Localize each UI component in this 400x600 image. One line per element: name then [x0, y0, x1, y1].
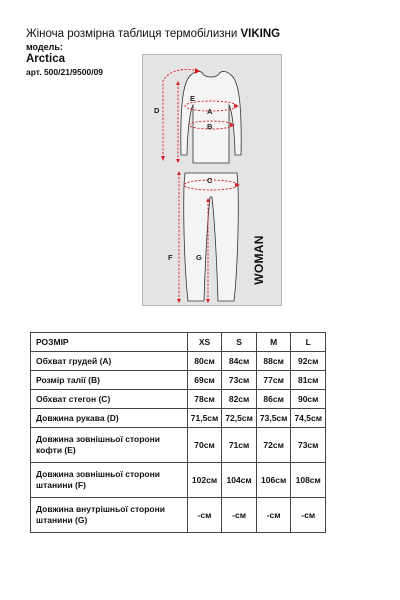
- arrow-head: [177, 171, 181, 175]
- cell-value: 70см: [187, 428, 222, 463]
- cell-value: 88см: [256, 352, 291, 371]
- row-label: Обхват стегон (С): [31, 390, 188, 409]
- marker-g: G: [196, 253, 202, 262]
- column-header-l: L: [291, 333, 326, 352]
- cell-value: 90см: [291, 390, 326, 409]
- cell-value: -см: [291, 498, 326, 533]
- table-row: [31, 498, 326, 533]
- table-row: [31, 463, 326, 498]
- top-garment-shape: [181, 71, 241, 163]
- cell-value: 72,5см: [222, 409, 257, 428]
- cell-value: 71см: [222, 428, 257, 463]
- pants-garment-shape: [184, 173, 239, 301]
- cell-value: -см: [256, 498, 291, 533]
- marker-f: F: [168, 253, 173, 262]
- row-label: Довжина рукава (D): [31, 409, 188, 428]
- column-header-m: M: [256, 333, 291, 352]
- arrow-head: [161, 156, 165, 161]
- marker-d: D: [154, 106, 160, 115]
- model-label: модель:: [26, 42, 63, 52]
- cell-value: -см: [222, 498, 257, 533]
- table-row: [31, 409, 326, 428]
- gender-label: [244, 235, 274, 285]
- marker-e: E: [190, 94, 196, 103]
- cell-value: 77см: [256, 371, 291, 390]
- table-row: [31, 371, 326, 390]
- table-header-row: [31, 333, 326, 352]
- cell-value: 92см: [291, 352, 326, 371]
- arrow-head: [206, 299, 210, 303]
- marker-a: A: [207, 107, 213, 116]
- model-name: Arctica: [26, 53, 65, 65]
- column-header-xs: XS: [187, 333, 222, 352]
- row-label: Довжина зовнішньої сторони штанини (F): [31, 463, 188, 498]
- cell-value: 108см: [291, 463, 326, 498]
- cell-value: 104см: [222, 463, 257, 498]
- document-title: [26, 28, 386, 41]
- table-row: [31, 352, 326, 371]
- cell-value: 102см: [187, 463, 222, 498]
- cell-value: 106см: [256, 463, 291, 498]
- cell-value: 81см: [291, 371, 326, 390]
- cell-value: 71,5см: [187, 409, 222, 428]
- row-label: Обхват грудей (А): [31, 352, 188, 371]
- table-row: [31, 390, 326, 409]
- cell-value: 73см: [222, 371, 257, 390]
- cell-value: 84см: [222, 352, 257, 371]
- cell-value: 86см: [256, 390, 291, 409]
- row-label: Розмір талії (В): [31, 371, 188, 390]
- marker-b: B: [207, 122, 213, 131]
- cell-value: 78см: [187, 390, 222, 409]
- brand-name: VIKING: [240, 28, 281, 40]
- size-chart-table: [30, 332, 326, 533]
- title-text: Жіноча розмірна таблиця термобілизни: [26, 28, 241, 40]
- column-header-size: РОЗМІР: [31, 333, 188, 352]
- article-number: арт. 500/21/9500/09: [26, 67, 104, 77]
- cell-value: 74,5см: [291, 409, 326, 428]
- marker-c: C: [207, 176, 213, 185]
- row-label: Довжина внутрішньої сторони штанини (G): [31, 498, 188, 533]
- column-header-s: S: [222, 333, 257, 352]
- cell-value: -см: [187, 498, 222, 533]
- cell-value: 73см: [291, 428, 326, 463]
- cell-value: 73,5см: [256, 409, 291, 428]
- gender-label-text: WOMAN: [252, 235, 266, 285]
- arrow-head: [176, 81, 180, 85]
- table-row: [31, 428, 326, 463]
- cell-value: 82см: [222, 390, 257, 409]
- arrow-head: [177, 299, 181, 303]
- cell-value: 80см: [187, 352, 222, 371]
- cell-value: 72см: [256, 428, 291, 463]
- row-label: Довжина зовнішньої сторони кофти (Е): [31, 428, 188, 463]
- cell-value: 69см: [187, 371, 222, 390]
- arrow-head: [176, 159, 180, 163]
